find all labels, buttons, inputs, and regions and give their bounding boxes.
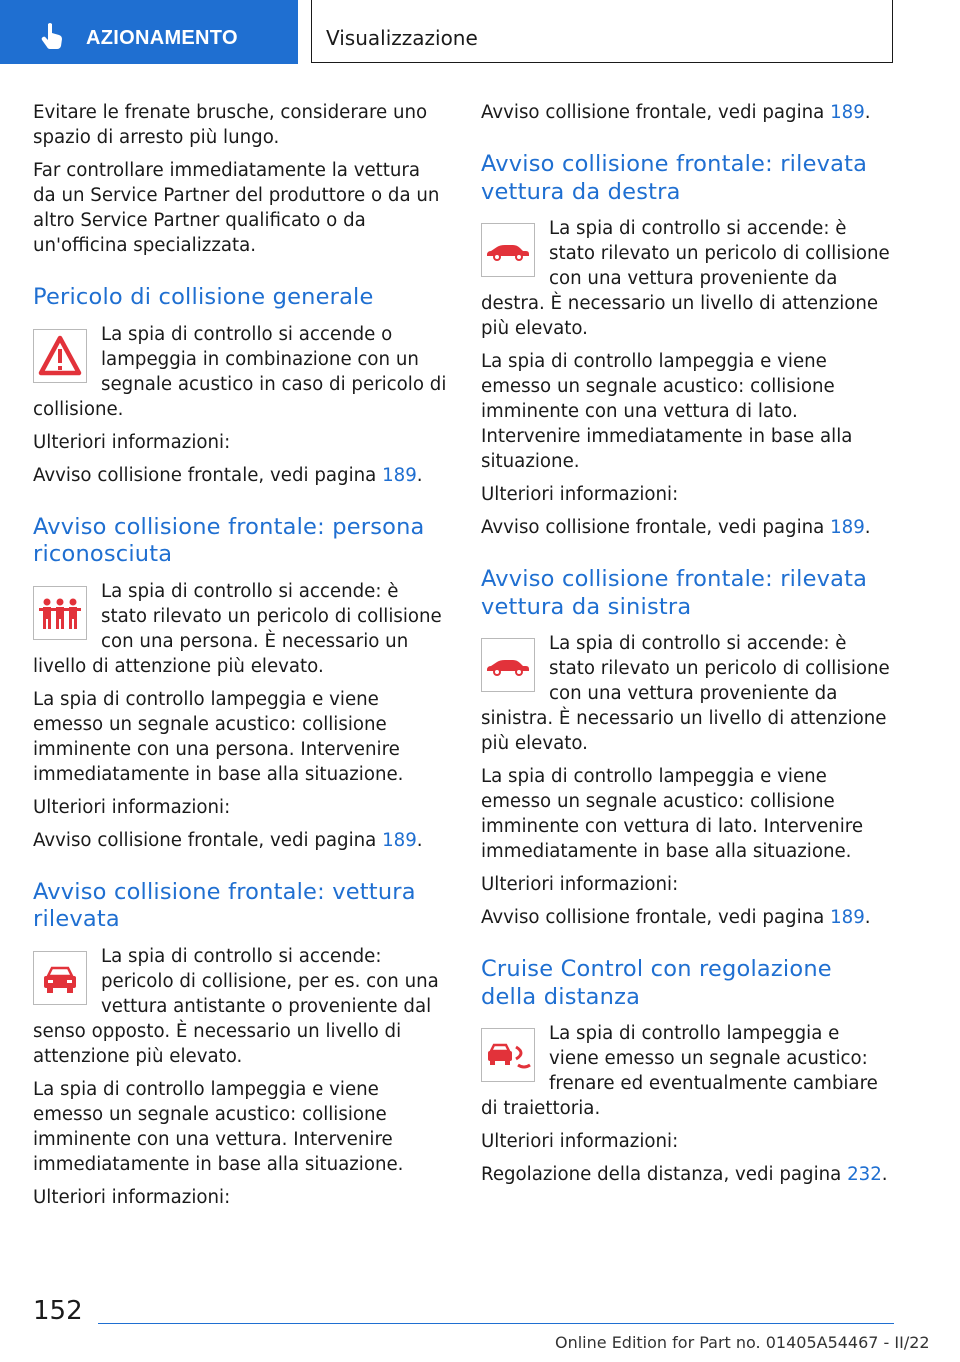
ref-end: . xyxy=(864,102,871,123)
indicator-description: La spia di controllo si accende: è stato rilevato un pericolo di collisione con una persona. È necessario un livello di attenzione più elevato. xyxy=(33,580,442,677)
warning-item xyxy=(33,944,448,1069)
page-link[interactable]: 189 xyxy=(830,907,865,928)
ref-end: . xyxy=(864,517,871,538)
subsection-label: Visualizzazione xyxy=(326,26,478,50)
cross-reference xyxy=(33,463,448,488)
car-side-right-icon xyxy=(481,223,535,277)
hand-pointer-icon xyxy=(40,22,66,50)
ref-text: Avviso collisione frontale, vedi pagina xyxy=(33,829,383,851)
car-side-left-icon xyxy=(481,638,535,692)
section-heading: Cruise Control con regolazione della distanza xyxy=(481,956,832,1010)
edition-note: Online Edition for Part no. 01405A54467 - II/22 xyxy=(555,1333,930,1352)
warning-item xyxy=(481,1021,893,1121)
page-link[interactable]: 232 xyxy=(847,1164,882,1185)
section-label: AZIONAMENTO xyxy=(86,27,238,49)
page-number: 152 xyxy=(33,1296,83,1326)
ref-text: Avviso collisione frontale, vedi pagina xyxy=(33,464,383,486)
page-link[interactable]: 189 xyxy=(382,829,417,851)
cross-reference xyxy=(33,828,448,853)
indicator-description: La spia di controllo si accende: è stato rilevato un pericolo di collisione con una vettura proveniente da destra. È necessario un livello di attenzione più elevato. xyxy=(481,218,890,339)
car-front-icon xyxy=(33,951,87,1005)
ref-text: Regolazione della distanza, vedi pagina xyxy=(481,1164,848,1185)
right-column xyxy=(481,100,893,1195)
info-label: Ulteriori informazioni: xyxy=(33,431,231,453)
ref-text: Avviso collisione frontale, vedi pagina xyxy=(481,102,831,123)
section-tab[interactable] xyxy=(0,0,298,64)
ref-text: Avviso collisione frontale, vedi pagina xyxy=(481,517,831,538)
ref-end: . xyxy=(416,829,423,851)
section-heading: Avviso collisione frontale: persona riconosciuta xyxy=(33,513,425,567)
section-heading: Pericolo di collisione generale xyxy=(33,284,374,310)
ref-end: . xyxy=(864,907,871,928)
acc-distance-warning-icon xyxy=(481,1028,535,1082)
warning-item xyxy=(481,216,893,341)
info-label: Ulteriori informazioni: xyxy=(481,874,679,895)
subsection-box xyxy=(311,0,893,63)
cross-reference xyxy=(481,1162,893,1187)
section-heading: Avviso collisione frontale: rilevata vettura da destra xyxy=(481,151,868,205)
pedestrians-icon xyxy=(33,586,87,640)
section-heading: Avviso collisione frontale: rilevata vettura da sinistra xyxy=(481,566,868,620)
cross-reference xyxy=(481,100,893,125)
paragraph: La spia di controllo lampeggia e viene emesso un segnale acustico: collisione imminente con vettura di lato. Intervenire immediatamente in base alla situazione. xyxy=(481,766,864,862)
ref-end: . xyxy=(881,1164,888,1185)
indicator-description: La spia di controllo lampeggia e viene emesso un segnale acustico: frenare ed eventualmente cambiare di traiettoria. xyxy=(481,1023,878,1119)
info-label: Ulteriori informazioni: xyxy=(33,796,231,818)
footer-divider xyxy=(98,1323,894,1324)
paragraph: La spia di controllo lampeggia e viene emesso un segnale acustico: collisione imminente con una persona. Intervenire immediatamente in base alla situazione. xyxy=(33,688,404,785)
indicator-description: La spia di controllo si accende: è stato rilevato un pericolo di collisione con una vettura proveniente da sinistra. È necessario un livello di attenzione più elevato. xyxy=(481,633,890,754)
paragraph: La spia di controllo lampeggia e viene emesso un segnale acustico: collisione imminente con una vettura di lato. Intervenire immediatamente in base alla situazione. xyxy=(481,351,853,472)
warning-item xyxy=(33,322,448,422)
paragraph: La spia di controllo lampeggia e viene emesso un segnale acustico: collisione imminente con una vettura. Intervenire immediatamente in base alla situazione. xyxy=(33,1078,404,1175)
cross-reference xyxy=(481,515,893,540)
page-link[interactable]: 189 xyxy=(830,517,865,538)
section-heading: Avviso collisione frontale: vettura rilevata xyxy=(33,878,416,932)
cross-reference xyxy=(481,905,893,930)
warning-item xyxy=(481,631,893,756)
page-link[interactable]: 189 xyxy=(382,464,417,486)
indicator-description: La spia di controllo si accende: pericolo di collisione, per es. con una vettura antistante o proveniente dal senso opposto. È necessario un livello di attenzione più elevato. xyxy=(33,945,439,1067)
info-label: Ulteriori informazioni: xyxy=(481,484,679,505)
paragraph: Evitare le frenate brusche, considerare uno spazio di arresto più lungo. xyxy=(33,102,428,148)
left-column xyxy=(33,100,448,1218)
ref-end: . xyxy=(416,464,423,486)
ref-text: Avviso collisione frontale, vedi pagina xyxy=(481,907,831,928)
page-link[interactable]: 189 xyxy=(830,102,865,123)
warning-item xyxy=(33,579,448,679)
info-label: Ulteriori informazioni: xyxy=(481,1131,679,1152)
info-label: Ulteriori informazioni: xyxy=(33,1186,231,1208)
warning-triangle-icon xyxy=(33,329,87,383)
paragraph: Far controllare immediatamente la vettura da un Service Partner del produttore o da un altro Service Partner qualificato o da un'officina specializzata. xyxy=(33,160,440,256)
indicator-description: La spia di controllo si accende o lampeggia in combinazione con un segnale acustico in caso di pericolo di collisione. xyxy=(33,323,447,420)
